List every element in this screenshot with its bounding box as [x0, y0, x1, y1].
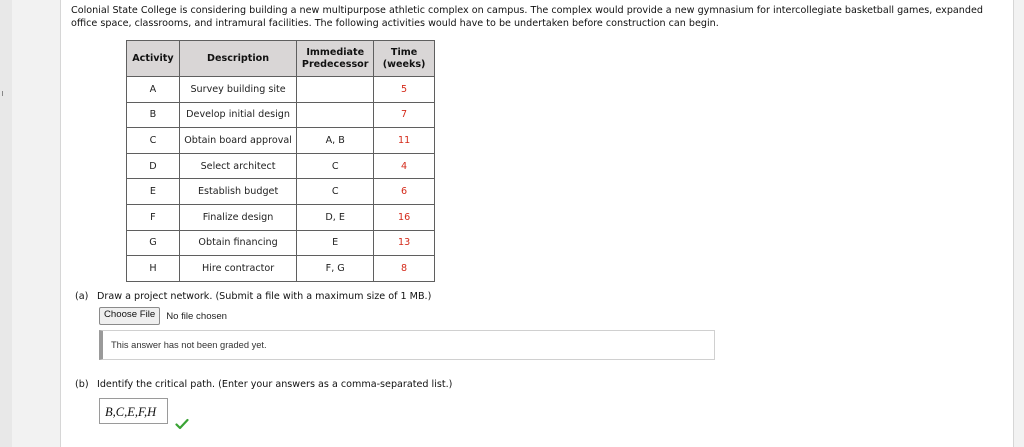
cell-description: Finalize design — [179, 204, 296, 230]
cell-predecessor: C — [297, 153, 374, 179]
cell-description: Survey building site — [179, 77, 296, 103]
header-time — [374, 41, 435, 77]
left-edge-strip — [0, 0, 12, 447]
activity-table — [126, 40, 435, 282]
header-time-line1: Time — [390, 46, 418, 58]
critical-path-answer-field[interactable]: B,C,E,F,H — [99, 398, 168, 424]
table-row — [127, 128, 435, 154]
cell-time: 13 — [374, 230, 435, 256]
cell-description: Obtain financing — [179, 230, 296, 256]
cell-time: 5 — [374, 77, 435, 103]
cell-predecessor: F, G — [297, 256, 374, 282]
cell-predecessor: C — [297, 179, 374, 205]
header-predecessor-line2: Predecessor — [301, 58, 369, 70]
table-row — [127, 230, 435, 256]
header-time-line2: (weeks) — [382, 58, 426, 70]
file-upload — [99, 308, 227, 324]
cell-time: 7 — [374, 102, 435, 128]
cell-activity: D — [127, 153, 180, 179]
cell-predecessor — [297, 77, 374, 103]
cell-time: 11 — [374, 128, 435, 154]
question-b-label: (b) — [75, 379, 89, 390]
cell-activity: H — [127, 256, 180, 282]
cell-description: Hire contractor — [179, 256, 296, 282]
cell-description: Select architect — [179, 153, 296, 179]
question-b-text: Identify the critical path. (Enter your answers as a comma-separated list.) — [97, 379, 453, 390]
cell-activity: F — [127, 204, 180, 230]
header-predecessor — [297, 41, 374, 77]
table-header-row — [127, 41, 435, 77]
question-a-text: Draw a project network. (Submit a file with a maximum size of 1 MB.) — [97, 291, 432, 302]
header-activity: Activity — [127, 41, 180, 77]
cell-time: 4 — [374, 153, 435, 179]
grading-notice — [99, 330, 715, 360]
cell-activity: B — [127, 102, 180, 128]
cell-activity: E — [127, 179, 180, 205]
cell-predecessor: E — [297, 230, 374, 256]
question-panel — [60, 0, 1014, 447]
cell-time: 6 — [374, 179, 435, 205]
cell-description: Establish budget — [179, 179, 296, 205]
cell-activity: G — [127, 230, 180, 256]
table-row — [127, 153, 435, 179]
cell-predecessor — [297, 102, 374, 128]
question-a — [75, 291, 431, 302]
cell-description: Develop initial design — [179, 102, 296, 128]
cell-time: 16 — [374, 204, 435, 230]
cell-description: Obtain board approval — [179, 128, 296, 154]
table-row — [127, 179, 435, 205]
cell-time: 8 — [374, 256, 435, 282]
table-row — [127, 256, 435, 282]
table-row — [127, 102, 435, 128]
header-predecessor-line1: Immediate — [306, 46, 365, 58]
check-icon — [175, 418, 189, 430]
question-b — [75, 379, 452, 390]
header-description: Description — [179, 41, 296, 77]
choose-file-button[interactable]: Choose File — [99, 307, 160, 325]
cell-predecessor: A, B — [297, 128, 374, 154]
table-row — [127, 77, 435, 103]
table-row — [127, 204, 435, 230]
cell-activity: C — [127, 128, 180, 154]
question-a-label: (a) — [75, 291, 89, 302]
edge-tick — [2, 91, 3, 96]
file-status: No file chosen — [166, 310, 227, 322]
problem-statement: Colonial State College is considering building a new multipurpose athletic complex on campus. The complex would provide a new gymnasium for intercollegiate basketball games, expanded office space, classrooms, and intramural facilities. The following activities would have to be undertaken before construction can begin. — [71, 5, 983, 29]
grading-notice-text: This answer has not been graded yet. — [111, 340, 267, 350]
cell-predecessor: D, E — [297, 204, 374, 230]
cell-activity: A — [127, 77, 180, 103]
